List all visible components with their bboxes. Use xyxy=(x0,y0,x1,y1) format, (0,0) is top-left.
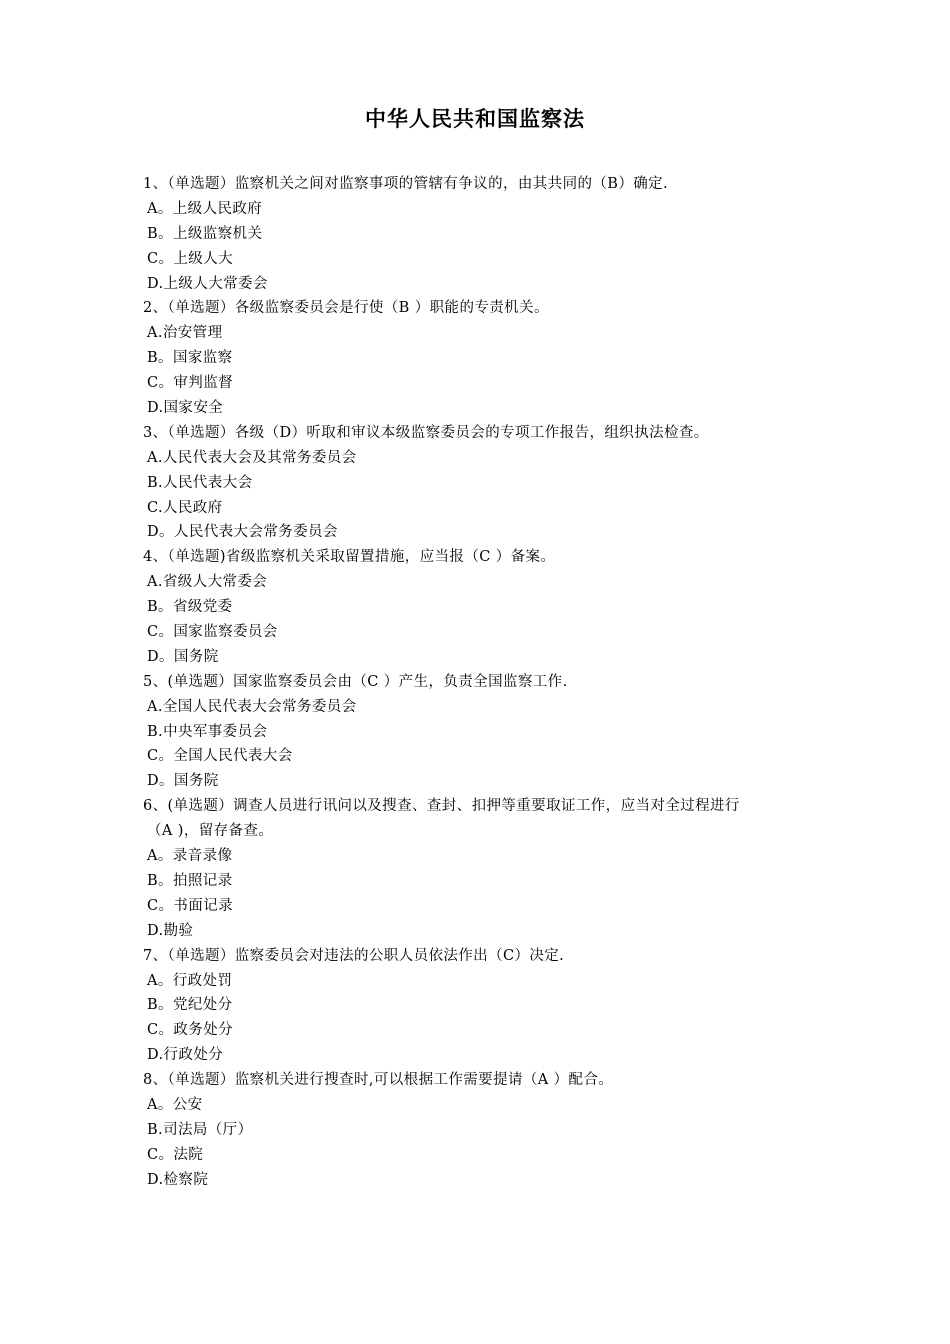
option-d: D.上级人大常委会 xyxy=(147,275,268,292)
option-d: D。国务院 xyxy=(147,648,219,665)
option-a: A。录音录像 xyxy=(147,848,233,865)
option-b: B.中央军事委员会 xyxy=(147,723,268,740)
option-b: B.司法局（厅） xyxy=(147,1121,253,1138)
question-8 xyxy=(0,1068,950,1192)
question-5 xyxy=(0,670,950,794)
question-text-continued: （A )，留存备查。 xyxy=(147,823,274,840)
option-a: A.治安管理 xyxy=(147,325,223,342)
option-a: A.省级人大常委会 xyxy=(147,574,268,591)
option-c: C。国家监察委员会 xyxy=(147,624,278,641)
question-list xyxy=(0,172,950,1193)
option-c: C。政务处分 xyxy=(147,1022,233,1039)
question-3 xyxy=(0,421,950,545)
option-c: C。法院 xyxy=(147,1146,204,1163)
option-d: D.检察院 xyxy=(147,1171,209,1188)
question-2 xyxy=(0,296,950,420)
question-text: 3、（单选题）各级（D）听取和审议本级监察委员会的专项工作报告，组织执法检查。 xyxy=(143,424,709,441)
option-c: C。审判监督 xyxy=(147,375,233,392)
option-b: B.人民代表大会 xyxy=(147,474,253,491)
option-a: A.人民代表大会及其常务委员会 xyxy=(147,449,357,466)
question-text: 5、(单选题）国家监察委员会由（C ）产生，负责全国监察工作. xyxy=(143,673,568,690)
option-a: A。行政处罚 xyxy=(147,972,233,989)
option-d: D.勘验 xyxy=(147,922,194,939)
option-c: C。全国人民代表大会 xyxy=(147,748,293,765)
option-c: C。书面记录 xyxy=(147,897,233,914)
option-b: B。省级党委 xyxy=(147,599,233,616)
question-6 xyxy=(0,794,950,943)
option-a: A。上级人民政府 xyxy=(147,200,263,217)
option-d: D.行政处分 xyxy=(147,1047,224,1064)
option-b: B。党纪处分 xyxy=(147,997,233,1014)
question-text: 8、（单选题）监察机关进行搜查时,可以根据工作需要提请（A ）配合。 xyxy=(143,1072,614,1089)
question-text: 2、（单选题）各级监察委员会是行使（B ）职能的专责机关。 xyxy=(143,300,549,317)
option-a: A.全国人民代表大会常务委员会 xyxy=(147,698,357,715)
option-b: B。上级监察机关 xyxy=(147,225,263,242)
option-d: D。人民代表大会常务委员会 xyxy=(147,524,338,541)
option-c: C。上级人大 xyxy=(147,250,233,267)
option-b: B。国家监察 xyxy=(147,350,233,367)
question-text: 6、(单选题）调查人员进行讯问以及搜查、查封、扣押等重要取证工作，应当对全过程进行 xyxy=(143,798,740,815)
question-text: 1、（单选题）监察机关之间对监察事项的管辖有争议的，由其共同的（B）确定. xyxy=(143,176,669,192)
question-text: 4、（单选题)省级监察机关采取留置措施，应当报（C ）备案。 xyxy=(143,549,556,566)
option-a: A。公安 xyxy=(147,1096,203,1113)
option-d: D.国家安全 xyxy=(147,400,224,417)
question-4 xyxy=(0,545,950,669)
option-b: B。拍照记录 xyxy=(147,872,233,889)
question-1 xyxy=(0,172,950,296)
question-7 xyxy=(0,944,950,1068)
option-c: C.人民政府 xyxy=(147,499,223,516)
page-title: 中华人民共和国监察法 xyxy=(365,107,585,131)
option-d: D。国务院 xyxy=(147,773,219,790)
question-text: 7、（单选题）监察委员会对违法的公职人员依法作出（C）决定. xyxy=(143,947,565,964)
